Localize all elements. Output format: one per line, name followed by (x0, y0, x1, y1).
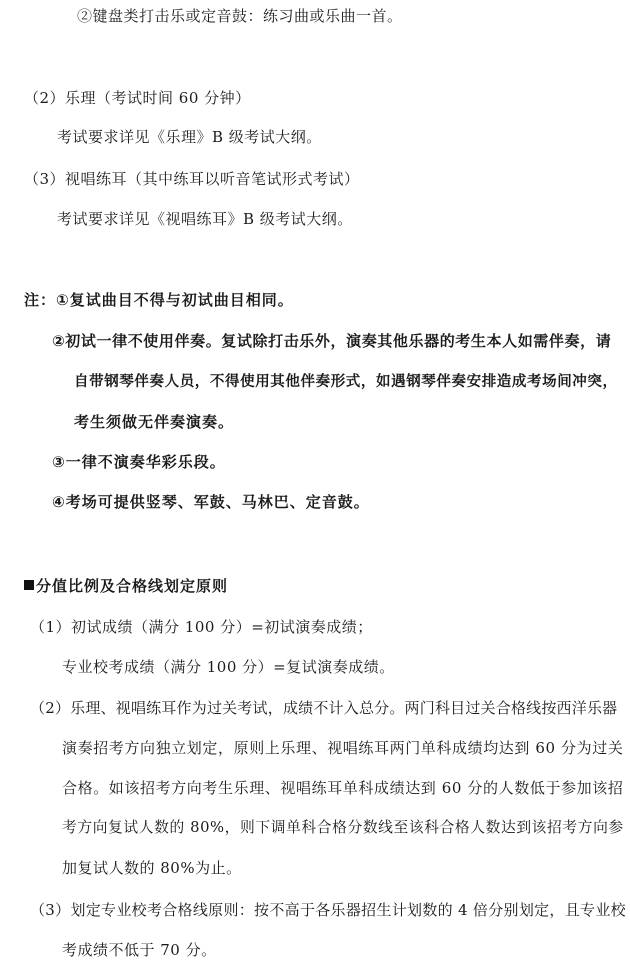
square-bullet-icon (24, 580, 34, 590)
scoring-item-2-line-1: （2）乐理、视唱练耳作为过关考试，成绩不计入总分。两门科目过关合格线按西洋乐器 (30, 699, 618, 717)
scoring-item-1-line-2: 专业校考成绩（满分 100 分）=复试演奏成绩。 (62, 658, 395, 676)
scoring-heading-text: 分值比例及合格线划定原则 (36, 577, 229, 595)
theory-requirement: 考试要求详见《乐理》B 级考试大纲。 (57, 128, 322, 146)
ear-training-requirement: 考试要求详见《视唱练耳》B 级考试大纲。 (57, 210, 353, 228)
scoring-heading (24, 576, 228, 596)
scoring-item-2-line-5: 加复试人数的 80%为止。 (62, 859, 242, 877)
scoring-item-2-line-3: 合格。如该招考方向考生乐理、视唱练耳单科成绩达到 60 分的人数低于参加该招 (62, 779, 624, 797)
scoring-item-2-line-2: 演奏招考方向独立划定，原则上乐理、视唱练耳两门单科成绩均达到 60 分为过关 (62, 739, 624, 757)
scoring-item-2-line-4: 考方向复试人数的 80%，则下调单科合格分数线至该科合格人数达到该招考方向参 (62, 819, 624, 836)
keyboard-percussion-item: ②键盘类打击乐或定音鼓：练习曲或乐曲一首。 (77, 7, 403, 25)
scoring-item-3-line-1: （3）划定专业校考合格线原则：按不高于各乐器招生计划数的 4 倍分别划定，且专业校 (30, 901, 626, 919)
note-2-line-1: ②初试一律不使用伴奏。复试除打击乐外，演奏其他乐器的考生本人如需伴奏，请 (52, 332, 612, 350)
theory-heading: （2）乐理（考试时间 60 分钟） (24, 89, 251, 107)
ear-training-heading: （3）视唱练耳（其中练耳以听音笔试形式考试） (24, 170, 360, 188)
note-4: ④考场可提供竖琴、军鼓、马林巴、定音鼓。 (52, 493, 370, 511)
note-2-line-2: 自带钢琴伴奏人员，不得使用其他伴奏形式，如遇钢琴伴奏安排造成考场间冲突， (74, 374, 618, 390)
scoring-item-1-line-1: （1）初试成绩（满分 100 分）=初试演奏成绩； (30, 618, 373, 636)
note-1: 注：①复试曲目不得与初试曲目相同。 (24, 291, 294, 309)
note-3: ③一律不演奏华彩乐段。 (52, 453, 226, 471)
scoring-item-3-line-2: 考成绩不低于 70 分。 (62, 941, 217, 959)
note-2-line-3: 考生须做无伴奏演奏。 (74, 413, 235, 431)
